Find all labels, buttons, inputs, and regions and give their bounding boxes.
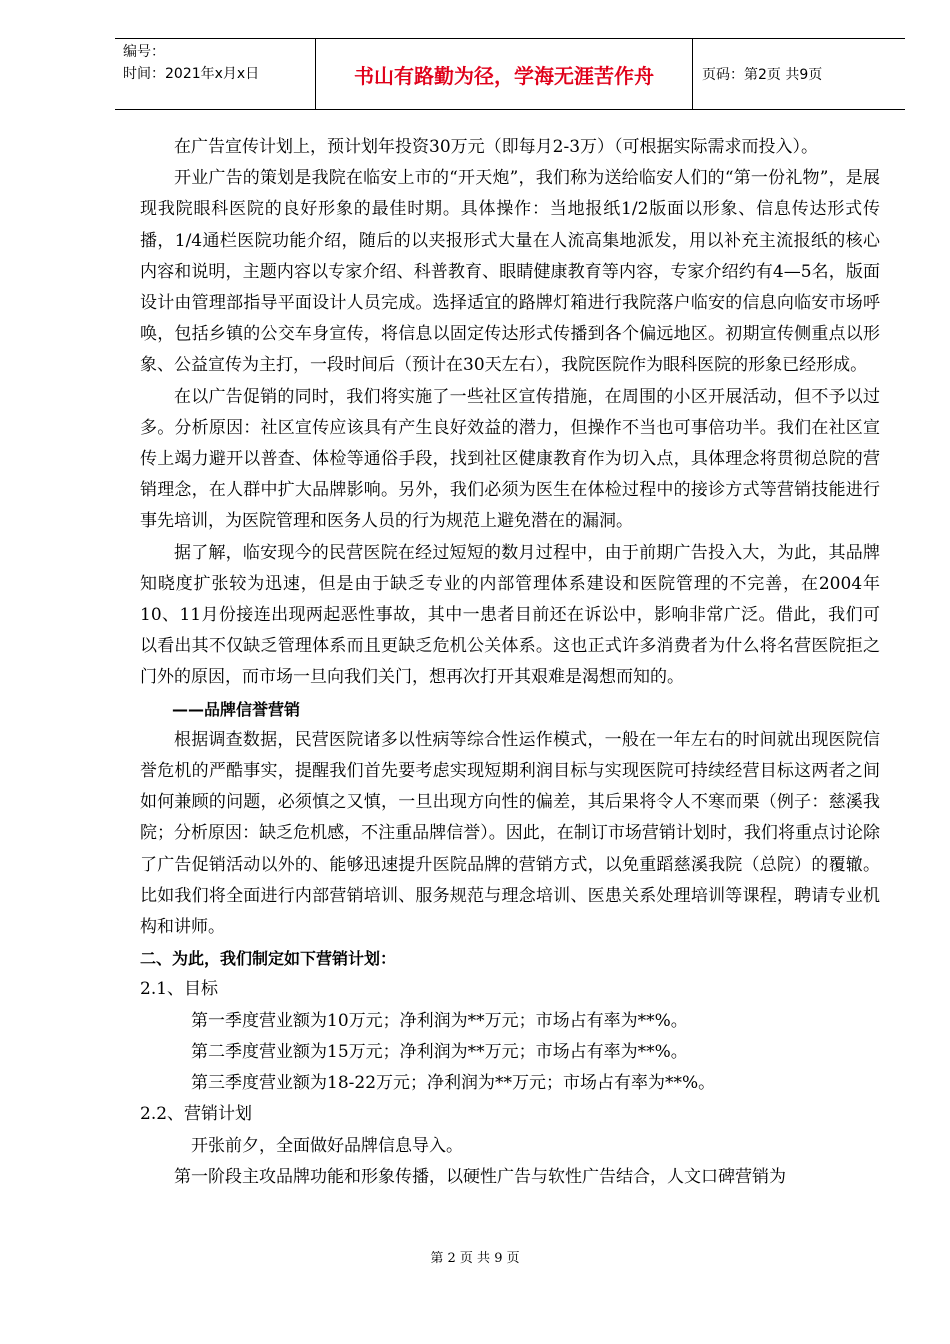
page-footer: 第 2 页 共 9 页 bbox=[430, 1251, 520, 1266]
header-number: 编号： bbox=[123, 44, 165, 60]
paragraph: 第一阶段主攻品牌功能和形象传播，以硬性广告与软性广告结合，人文口碑营销为 bbox=[174, 1166, 786, 1187]
paragraph: 开业广告的策划是我院在临安上市的“开天炮”，我们称为送给临安人们的“第一份礼物”，是展现我院眼科医院的良好形象的最佳时期。具体操作：当地报纸1/2版面以形象、信息传达形式传播，1/4通栏医院功能介绍，随后的以夹报形式大量在人流高集地派发，用以补充主流报纸的核心内容和说明，主题内容以专家介绍、科普教育、眼睛健康教育等内容，专家介绍约有4—5名，版面设计由管理部指导平面设计人员完成。选择适宜的路牌灯箱进行我院落户临安的信息向临安市场呼唤，包括乡镇的公交车身宣传，将信息以固定传达形式传播到各个偏远地区。初期宣传侧重点以形象、公益宣传为主打，一段时间后（预计在30天左右），我院医院作为眼科医院的形象已经形成。 bbox=[140, 168, 880, 376]
goal-item: 第三季度营业额为18-22万元；净利润为**万元；市场占有率为**%。 bbox=[191, 1073, 716, 1094]
paragraph: 在广告宣传计划上，预计划年投资30万元（即每月2-3万）（可根据实际需求而投入）。 bbox=[174, 137, 819, 157]
header-time: 时间：2021年x月x日 bbox=[123, 66, 260, 82]
paragraph: 根据调查数据，民营医院诸多以性病等综合性运作模式，一般在一年左右的时间就出现医院信誉危机的严酷事实，提醒我们首先要考虑实现短期利润目标与实现医院可持续经营目标这两者之间如何兼顾的问题，必须慎之又慎，一旦出现方向性的偏差，其后果将令人不寒而栗（例子：慈溪我院；分析原因：缺乏危机感，不注重品牌信誉）。因此，在制订市场营销计划时，我们将重点讨论除了广告促销活动以外的、能够迅速提升医院品牌的营销方式，以免重蹈慈溪我院（总院）的覆辙。比如我们将全面进行内部营销培训、服务规范与理念培训、医患关系处理培训等课程，聘请专业机构和讲师。 bbox=[140, 729, 880, 938]
plan-item: 开张前夕，全面做好品牌信息导入。 bbox=[191, 1135, 463, 1156]
subsection-heading: 2.1、目标 bbox=[140, 979, 219, 1000]
sub-heading: ——品牌信誉营销 bbox=[172, 699, 301, 719]
header-motto: 书山有路勤为径，学海无涯苦作舟 bbox=[315, 39, 693, 109]
page-header bbox=[115, 38, 905, 110]
subsection-heading: 2.2、营销计划 bbox=[140, 1104, 253, 1125]
header-meta bbox=[115, 39, 315, 111]
paragraph: 据了解，临安现今的民营医院在经过短短的数月过程中，由于前期广告投入大，为此，其品牌知晓度扩张较为迅速，但是由于缺乏专业的内部管理体系建设和医院管理的不完善，在2004年10、11月份接连出现两起恶性事故，其中一患者目前还在诉讼中，影响非常广泛。借此，我们可以看出其不仅缺乏管理体系而且更缺乏危机公关体系。这也正式许多消费者为什么将名营医院拒之门外的原因，而市场一旦向我们关门，想再次打开其艰难是渴想而知的。 bbox=[140, 542, 880, 688]
section-heading: 二、为此，我们制定如下营销计划： bbox=[140, 949, 397, 969]
document-body bbox=[140, 132, 880, 1193]
goal-item: 第二季度营业额为15万元；净利润为**万元；市场占有率为**%。 bbox=[191, 1041, 688, 1062]
header-page-number: 页码：第2页 共9页 bbox=[702, 67, 823, 83]
paragraph: 在以广告促销的同时，我们将实施了一些社区宣传措施，在周围的小区开展活动，但不予以过多。分析原因：社区宣传应该具有产生良好效益的潜力，但操作不当也可事倍功半。我们在社区宣传上竭力避开以普查、体检等通俗手段，找到社区健康教育作为切入点，具体理念将贯彻总院的营销理念，在人群中扩大品牌影响。另外，我们必须为医生在体检过程中的接诊方式等营销技能进行事先培训，为医院管理和医务人员的行为规范上避免潜在的漏洞。 bbox=[140, 386, 880, 532]
goal-item: 第一季度营业额为10万元；净利润为**万元；市场占有率为**%。 bbox=[191, 1010, 688, 1031]
